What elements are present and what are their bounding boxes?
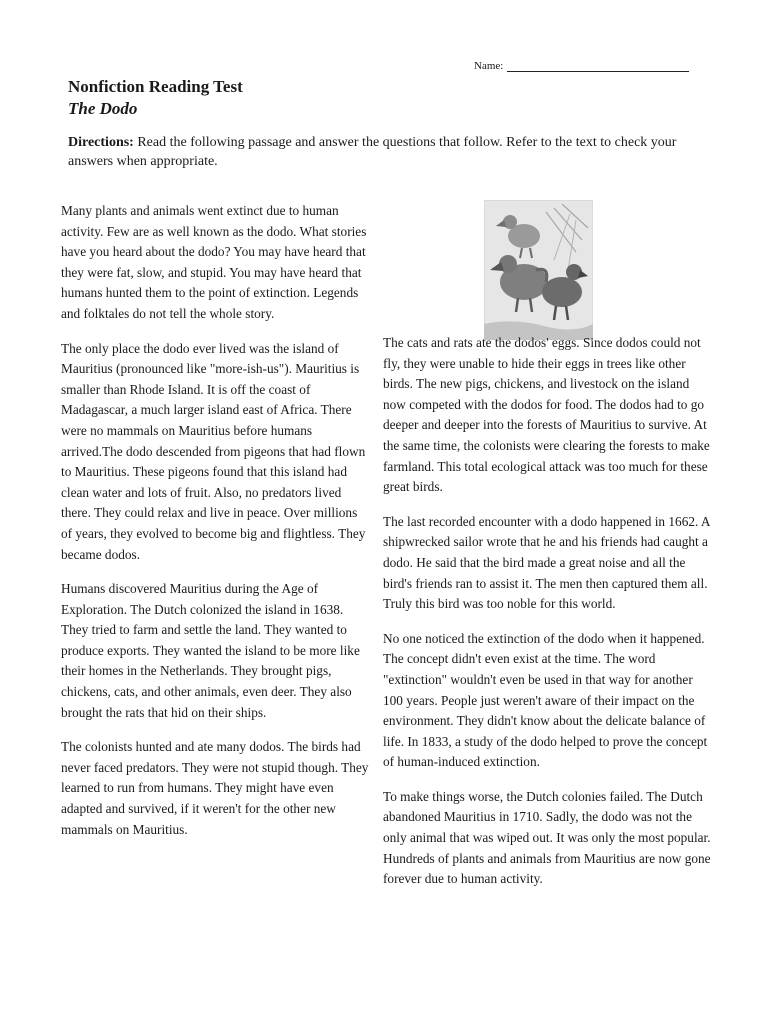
directions-text: Read the following passage and answer the questions that follow. Refer to the text to check your answers when appropriate. [68,135,677,169]
passage-right-column [383,333,713,904]
paragraph: The cats and rats ate the dodos' eggs. Since dodos could not fly, they were unable to hide their eggs in trees like other birds. The new pigs, chickens, and livestock on the island now competed with the dodos for food. The dodos had to go deeper and deeper into the forests of Mauritius to survive. At the same time, the colonists were clearing the forests to make farmland. This total ecological attack was too much for these great birds. [383,335,710,495]
paragraph: The only place the dodo ever lived was the island of Mauritius (pronounced like "more-ish-us"). Mauritius is smaller than Rhode Island. It is off the coast of Madagascar, a much larger island east of Africa. There were no mammals on Mauritius before humans arrived.The dodo descended from pigeons that had flown to Mauritius. These pigeons found that this island had clean water and lots of fruit. Also, no predators lived there. They could relax and live in peace. Over millions of years, they evolved to become big and flightless. They became dodos. [61,340,366,562]
paragraph: To make things worse, the Dutch colonies failed. The Dutch abandoned Mauritius in 1710. Sadly, the dodo was not the only animal that was wiped out. It was only the most popular. Hundreds of plants and animals from Mauritius are now gone forever due to human activity. [383,788,711,887]
passage-left-column [61,201,371,854]
directions-label: Directions: [68,135,134,150]
paragraph: The colonists hunted and ate many dodos. The birds had never faced predators. They were not stupid though. They learned to run from humans. They might have even adapted and survived, if it weren't for the other new mammals on Mauritius. [61,739,369,837]
name-field[interactable] [474,59,689,72]
page-subtitle: The Dodo [68,99,138,118]
paragraph: No one noticed the extinction of the dodo when it happened. The concept didn't even exist at the time. The word "extinction" wouldn't even be used in that way for another 100 years. People just weren't aware of their impact on the environment. They didn't know about the delicate balance of life. In 1833, a study of the dodo helped to prove the concept of human-induced extinction. [383,630,708,770]
name-blank-line[interactable] [507,59,689,72]
paragraph: The last recorded encounter with a dodo happened in 1662. A shipwrecked sailor wrote that he and his friends had caught a dodo. He said that the bird made a great noise and all the bird's friends ran to assist it. The men then captured them all. Truly this bird was too noble for this world. [383,513,710,612]
page-title: Nonfiction Reading Test [68,77,243,96]
paragraph: Humans discovered Mauritius during the Age of Exploration. The Dutch colonized the island in 1638. They tried to farm and settle the land. They wanted to produce exports. They wanted the island to be more like their homes in the Netherlands. They brought pigs, chickens, cats, and other animals, even deer. They also brought the rats that hid on their ships. [61,581,360,720]
paragraph: Many plants and animals went extinct due to human activity. Few are as well known as the dodo. What stories have you heard about the dodo? You may have heard that they were fat, slow, and stupid. You may have heard that humans hunted them to the point of extinction. Legends and folktales do not tell the whole story. [61,203,367,321]
directions [68,133,698,171]
name-label: Name: [474,60,504,72]
dodo-illustration-icon [484,200,593,340]
